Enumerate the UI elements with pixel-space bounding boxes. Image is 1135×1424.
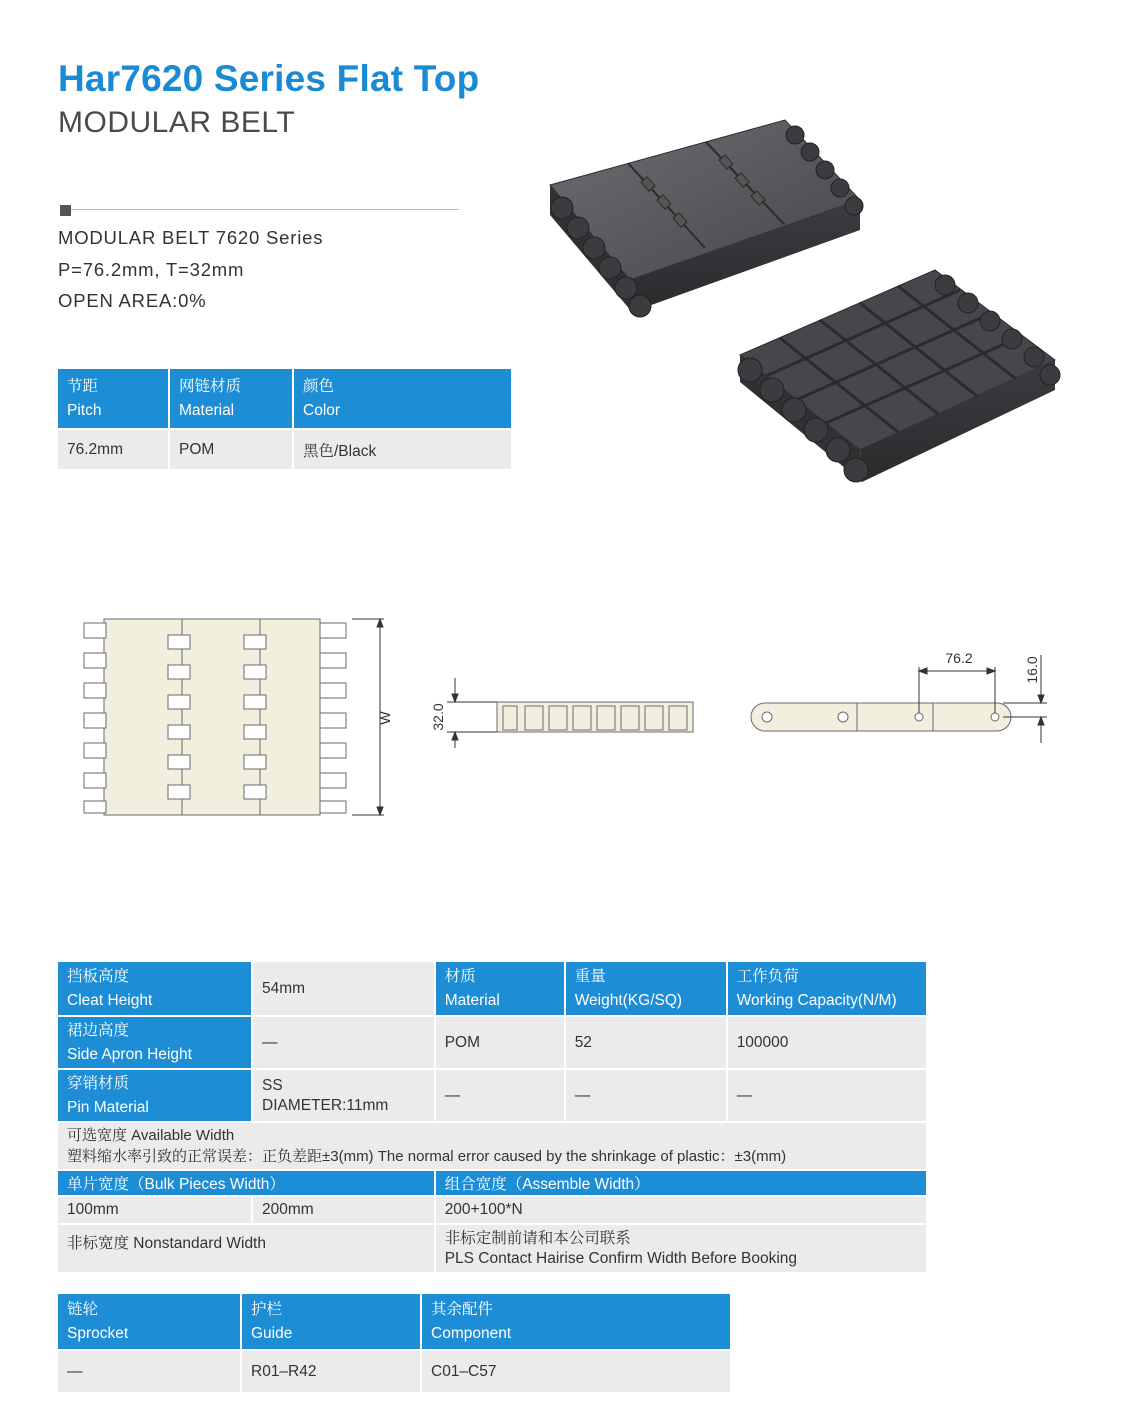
page-subtitle: MODULAR BELT xyxy=(58,106,296,139)
spec-series: MODULAR BELT 7620 Series xyxy=(58,227,324,248)
bulk-width-header: 单片宽度（Bulk Pieces Width） xyxy=(58,1170,435,1196)
technical-spec-table xyxy=(58,962,926,1272)
capacity-value: 100000 xyxy=(727,1016,926,1069)
side-apron-header: 裙边高度 Side Apron Height xyxy=(58,1016,252,1069)
component-header: 其余配件 Component xyxy=(421,1294,730,1350)
material-header: 网链材质 Material xyxy=(169,369,293,429)
flat-top-belt-render xyxy=(550,120,863,317)
width-dim-label: W xyxy=(377,711,393,725)
component-value: C01–C57 xyxy=(421,1350,730,1392)
pitch-value: 76.2mm xyxy=(58,429,169,469)
pin-material-empty-3: — xyxy=(727,1069,926,1122)
color-value: 黑色/Black xyxy=(293,429,511,469)
material-header-2: 材质 Material xyxy=(435,962,565,1016)
side-apron-value: — xyxy=(252,1016,435,1069)
guide-value: R01–R42 xyxy=(241,1350,421,1392)
material-value: POM xyxy=(169,429,293,469)
available-width-note: 可选宽度 Available Width 塑料缩水率引致的正常误差：正负差距±3(mm) The normal error caused by the shrinkage of plastic：±3(mm) xyxy=(58,1122,926,1170)
section-divider xyxy=(71,209,459,210)
pin-material-empty-2: — xyxy=(565,1069,727,1122)
guide-header: 护栏 Guide xyxy=(241,1294,421,1350)
accessories-table xyxy=(58,1294,730,1392)
sprocket-value: — xyxy=(58,1350,241,1392)
basic-spec-table xyxy=(58,369,511,469)
spec-open-area: OPEN AREA:0% xyxy=(58,290,207,311)
thickness-dim-label: 32.0 xyxy=(430,703,446,731)
side-view-drawing xyxy=(425,670,705,750)
weight-header: 重量 Weight(KG/SQ) xyxy=(565,962,727,1016)
pin-material-empty-1: — xyxy=(435,1069,565,1122)
pitch-header: 节距 Pitch xyxy=(58,369,169,429)
bulk-width-100: 100mm xyxy=(58,1196,252,1224)
capacity-header: 工作负荷 Working Capacity(N/M) xyxy=(727,962,926,1016)
half-pitch-dim-label: 16.0 xyxy=(1024,656,1040,684)
cleat-height-header: 挡板高度 Cleat Height xyxy=(58,962,252,1016)
belt-product-image xyxy=(540,120,1070,500)
sprocket-header: 链轮 Sprocket xyxy=(58,1294,241,1350)
section-marker xyxy=(60,205,71,216)
nonstandard-width-note: 非标定制前请和本公司联系 PLS Contact Hairise Confirm Width Before Booking xyxy=(435,1224,926,1272)
page-title: Har7620 Series Flat Top xyxy=(58,58,480,99)
assemble-width-value: 200+100*N xyxy=(435,1196,926,1224)
pin-material-value: SS DIAMETER:11mm xyxy=(252,1069,435,1122)
material-value-2: POM xyxy=(435,1016,565,1069)
color-header: 颜色 Color xyxy=(293,369,511,429)
weight-value: 52 xyxy=(565,1016,727,1069)
spec-pitch-thickness: P=76.2mm, T=32mm xyxy=(58,259,245,280)
belt-underside-render xyxy=(738,270,1060,482)
assemble-width-header: 组合宽度（Assemble Width） xyxy=(435,1170,926,1196)
cleat-height-value: 54mm xyxy=(252,962,435,1016)
pin-material-header: 穿销材质 Pin Material xyxy=(58,1069,252,1122)
top-view-drawing xyxy=(82,615,392,820)
nonstandard-width-label: 非标宽度 Nonstandard Width xyxy=(58,1224,435,1272)
bulk-width-200: 200mm xyxy=(252,1196,435,1224)
pitch-dim-label: 76.2 xyxy=(945,650,973,666)
link-profile-drawing xyxy=(745,645,1055,745)
